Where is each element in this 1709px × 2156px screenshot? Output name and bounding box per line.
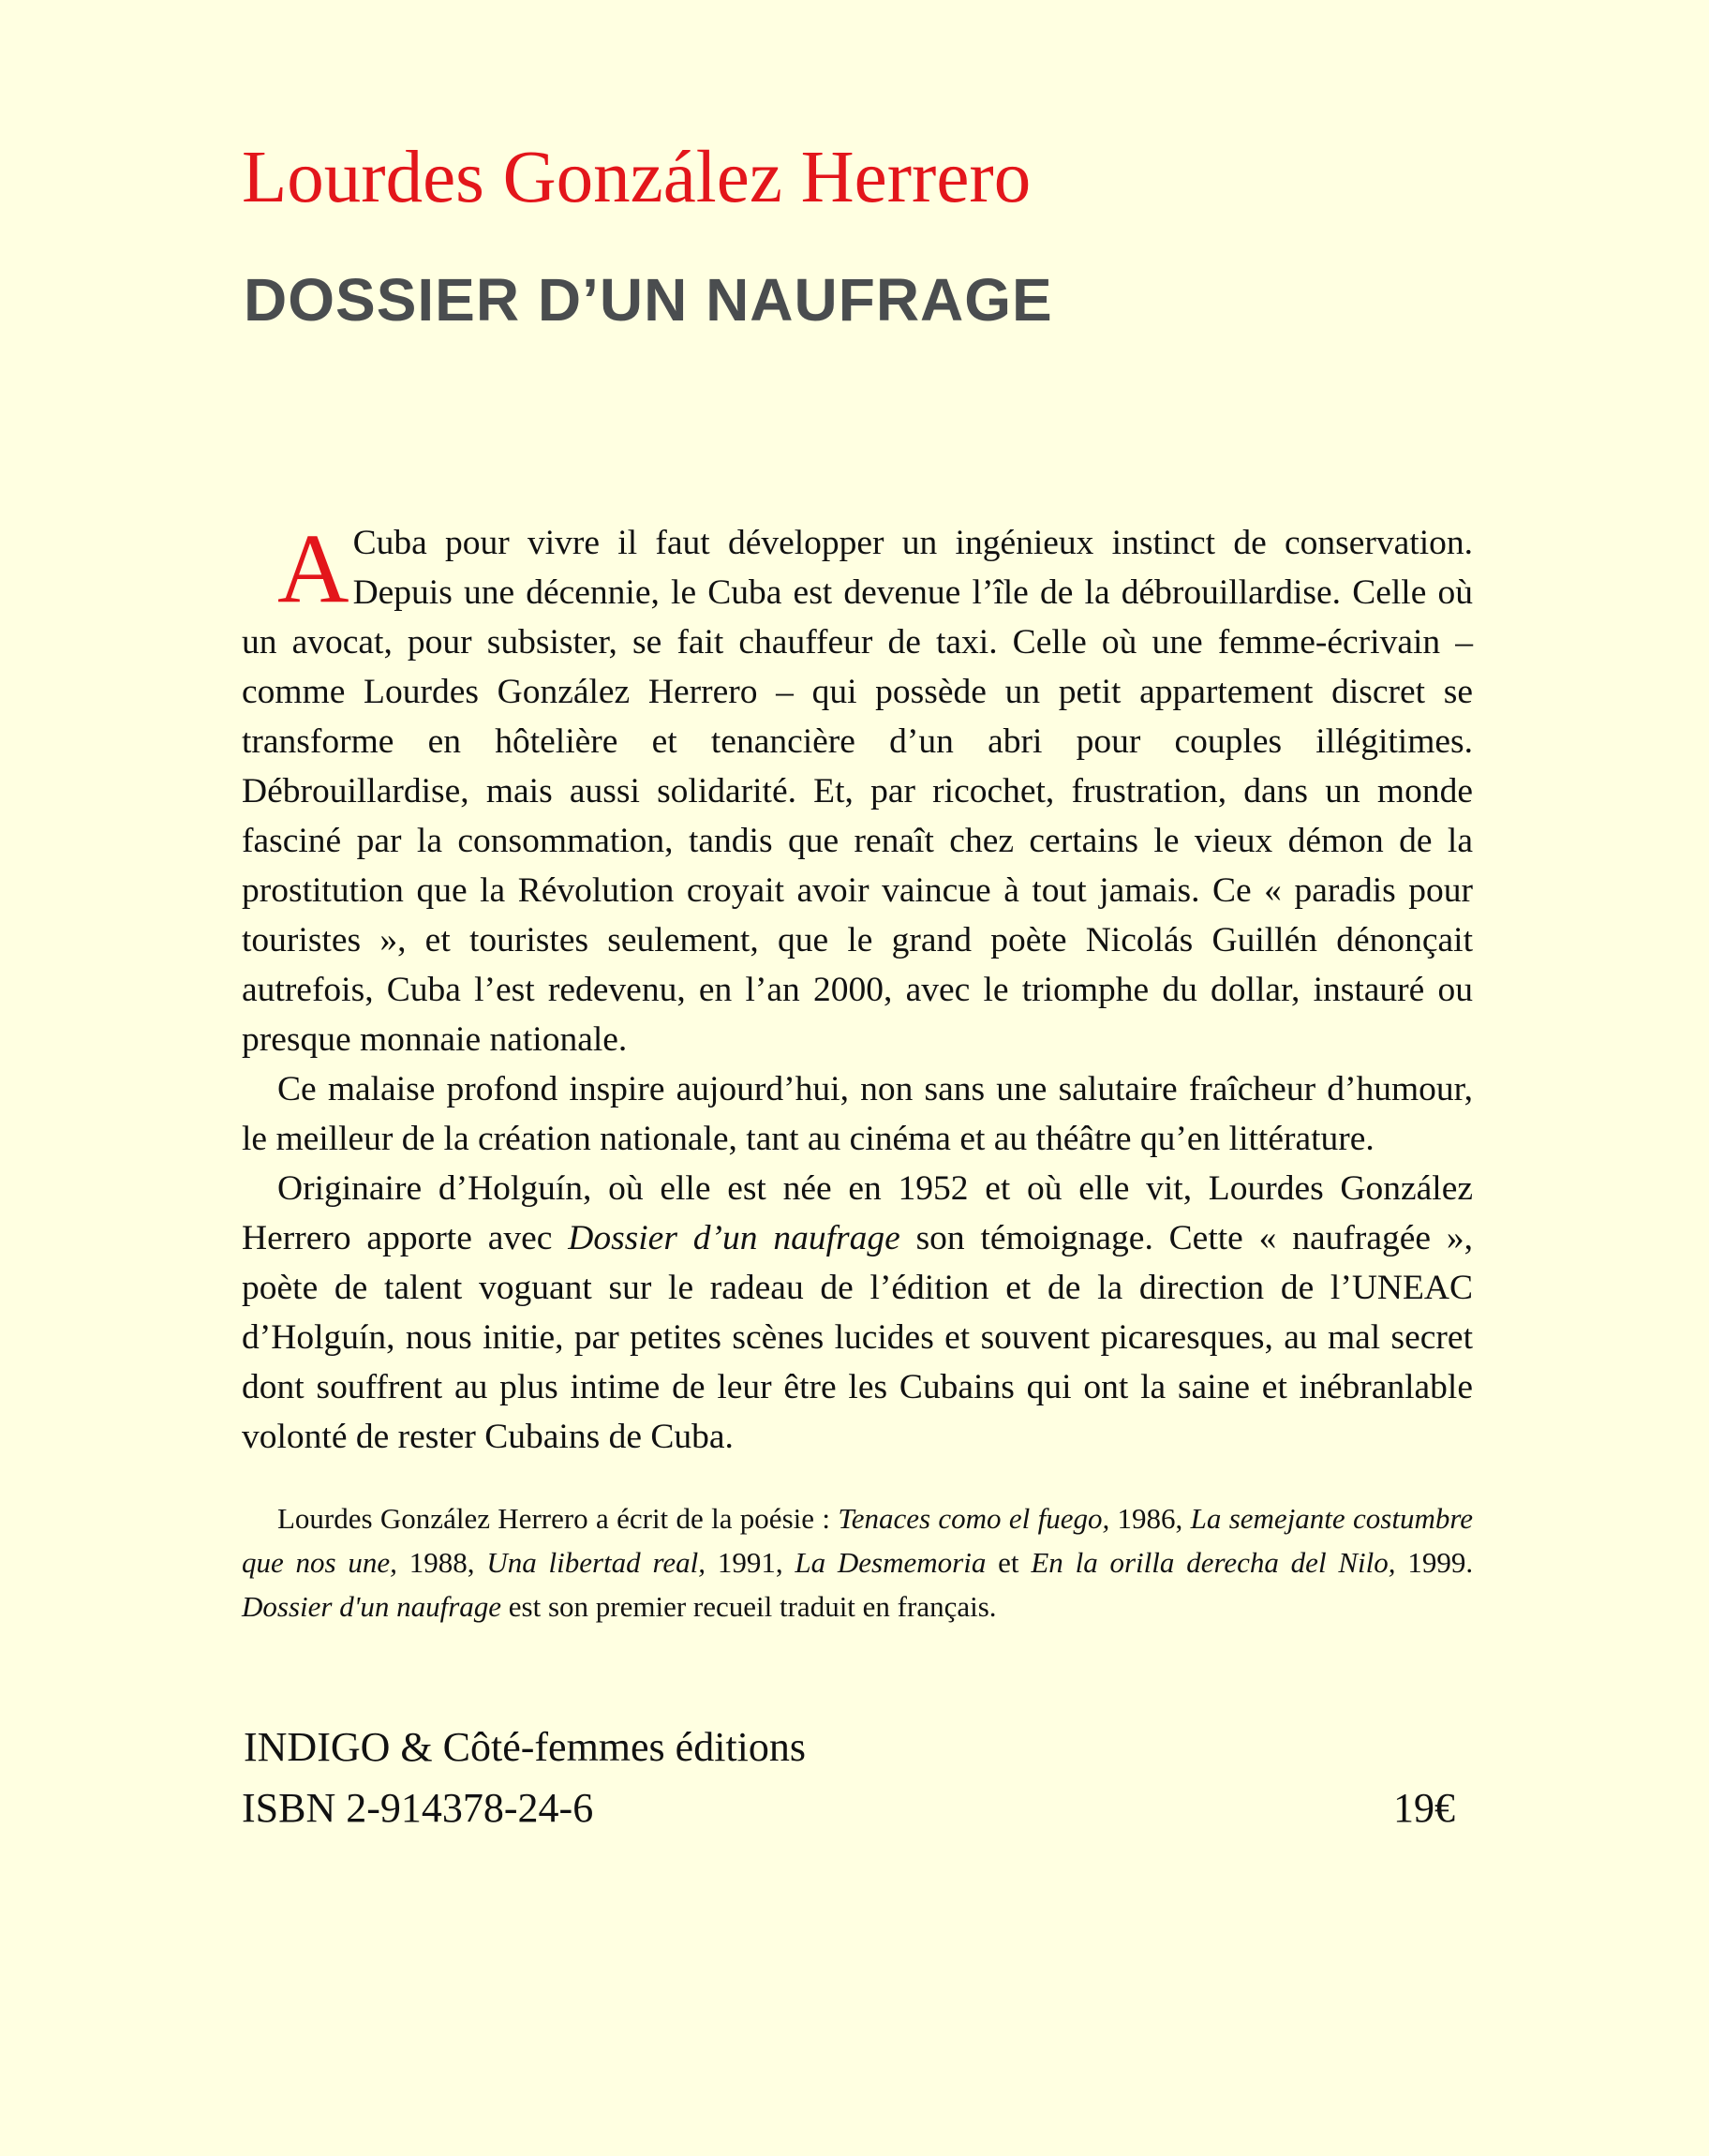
publisher-name: INDIGO & Côté-femmes éditions bbox=[244, 1724, 806, 1770]
bio-intro: Lourdes González Herrero a écrit de la poésie : bbox=[277, 1502, 830, 1535]
price: 19€ bbox=[1393, 1785, 1455, 1831]
author-name: Lourdes González Herrero bbox=[242, 137, 1032, 218]
bio-work-title: Una libertad real, bbox=[486, 1546, 706, 1579]
blurb-paragraph-1-text: Cuba pour vivre il faut développer un ingénieux instinct de conservation. Depuis une décennie, le Cuba est devenue l’île de la débrouillardise. Celle où un avocat, pour subsister, se fait chauffeur de taxi. Celle où une femme-écrivain – comme Lourdes González Herrero – qui possède un petit appartement discret se transforme en hôtelière et tenancière d’un abri pour couples illégitimes. Débrouillardise, mais aussi solidarité. Et, par ricochet, frustration, dans un monde fasciné par la consommation, tandis que renaît chez certains le vieux démon de la prostitution que la Révolution croyait avoir vaincue à tout jamais. Ce « paradis pour touristes », et touristes seulement, que le grand poète Nicolás Guillén dénonçait autrefois, Cuba l’est redevenu, en l’an 2000, avec le triomphe du dollar, instauré ou presque monnaie nationale. bbox=[242, 524, 1473, 1059]
bio-conjunction: et bbox=[998, 1546, 1019, 1579]
blurb-paragraph-3-start: Originaire d’Holguín, où elle est née en 1952 et où elle vit, Lourdes González Herrero apporte avec bbox=[242, 1169, 1473, 1257]
author-bibliography bbox=[242, 1496, 1473, 1628]
bio-year: 1991, bbox=[717, 1546, 783, 1579]
blurb-paragraph-2: Ce malaise profond inspire aujourd’hui, non sans une salutaire fraîcheur d’humour, le meilleur de la création nationale, tant au cinéma et au théâtre qu’en littérature. bbox=[242, 1070, 1473, 1158]
bio-work-title: Dossier d'un naufrage bbox=[242, 1590, 502, 1623]
bio-year: 1988, bbox=[409, 1546, 475, 1579]
bio-outro: est son premier recueil traduit en français. bbox=[508, 1590, 997, 1623]
blurb-paragraph-1 bbox=[242, 513, 1473, 1064]
bio-work-title: La Desmemoria bbox=[795, 1546, 987, 1579]
bio-work-title: La semejante costumbre que nos une, bbox=[242, 1502, 1474, 1579]
blurb-paragraph-3-end: son témoignage. Cette « naufragée », poète de talent voguant sur le radeau de l’édition et de la direction de l’UNEAC d’Holguín, nous initie, par petites scènes lucides et souvent picaresques, au mal secret dont souffrent au plus intime de leur être les Cubains qui ont la saine et inébranlable volonté de rester Cubains de Cuba. bbox=[242, 1219, 1473, 1456]
blurb-paragraph-3 bbox=[242, 1164, 1473, 1462]
bio-work-title: Tenaces como el fuego, bbox=[838, 1502, 1110, 1535]
bio-year: 1999. bbox=[1407, 1546, 1474, 1579]
bio-work-title: En la orilla derecha del Nilo, bbox=[1031, 1546, 1396, 1579]
bio-year: 1986, bbox=[1117, 1502, 1183, 1535]
book-title: DOSSIER D’UN NAUFRAGE bbox=[244, 266, 1053, 334]
drop-cap: A bbox=[277, 513, 349, 623]
book-title-inline: Dossier d’un naufrage bbox=[568, 1219, 900, 1257]
back-cover-blurb bbox=[242, 513, 1473, 1462]
isbn: ISBN 2-914378-24-6 bbox=[242, 1785, 594, 1831]
